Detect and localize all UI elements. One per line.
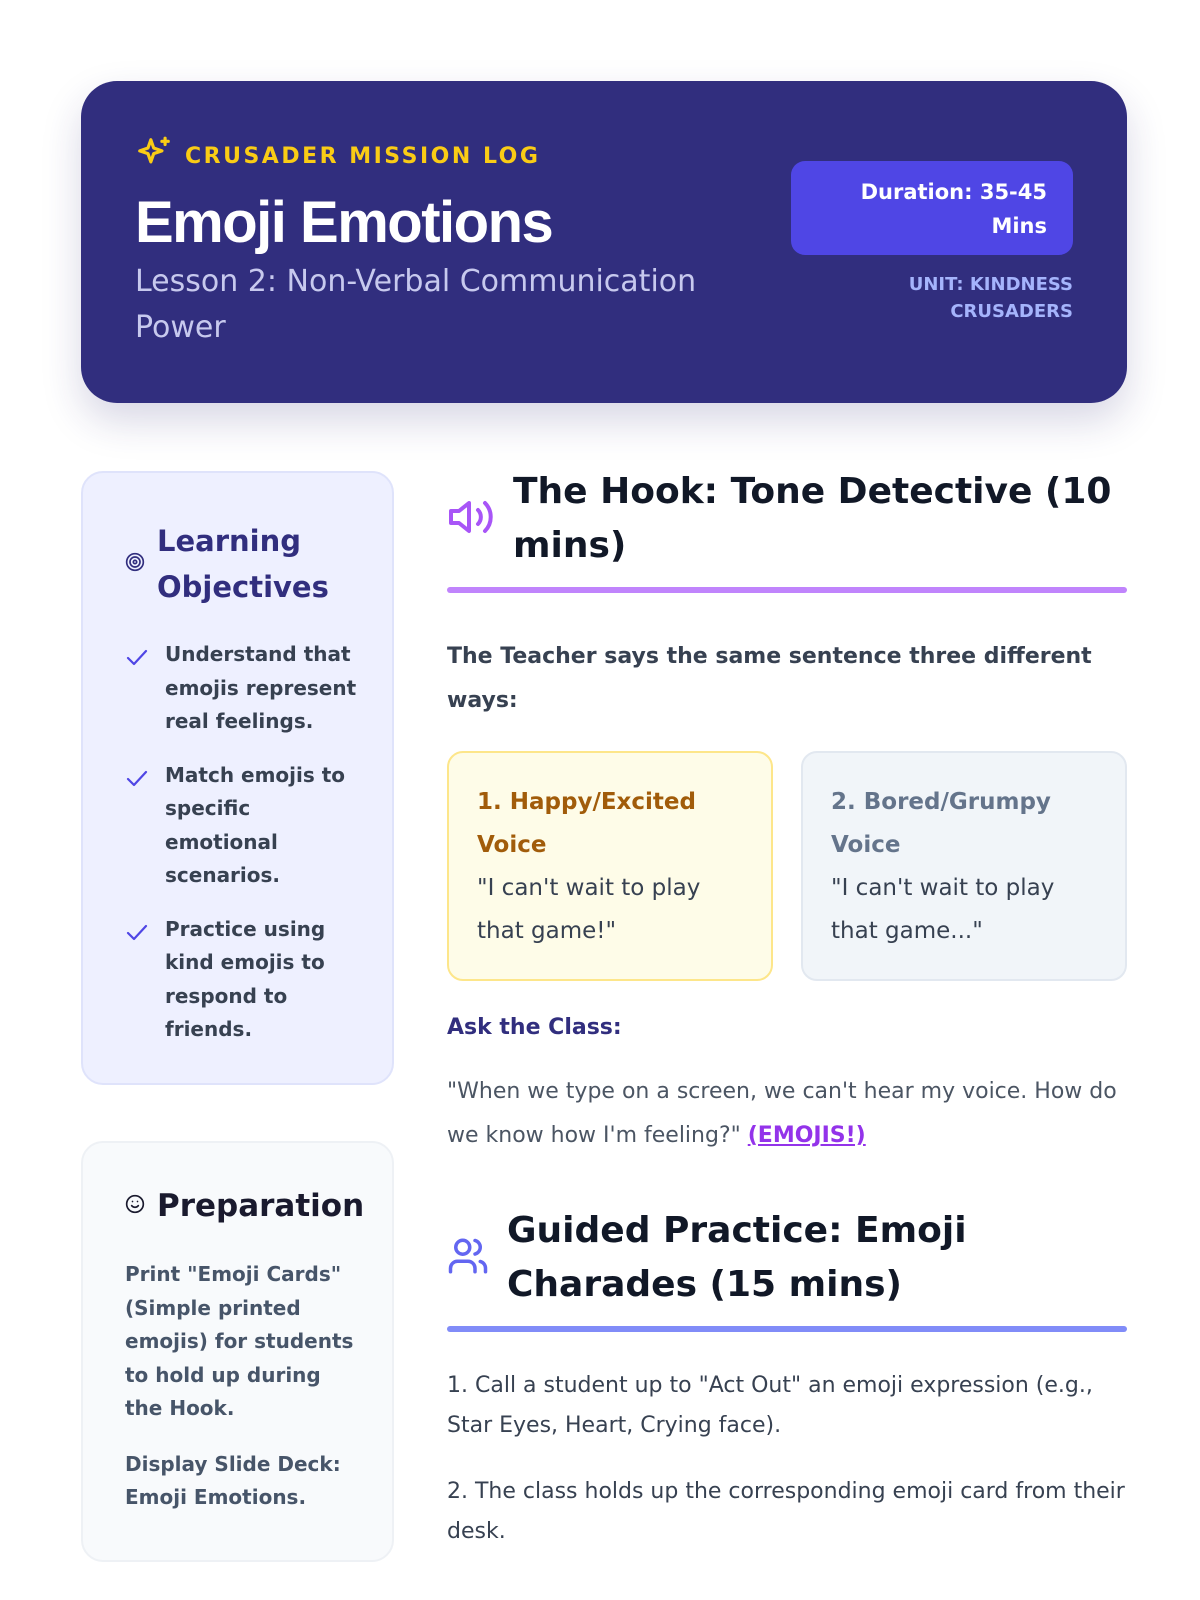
duration-badge: Duration: 35-45 Mins [791, 161, 1073, 255]
main-content [447, 465, 1127, 1552]
users-icon [447, 1235, 489, 1282]
preparation-body [125, 1258, 355, 1515]
voice-quote: "I can't wait to play that game..." [831, 875, 1055, 944]
voice-cards [447, 751, 1127, 981]
voice-label: 1. Happy/Excited Voice [477, 789, 696, 858]
page-title: Emoji Emotions [135, 190, 553, 255]
speaker-icon [447, 493, 495, 546]
guided-heading [447, 1204, 1127, 1326]
preparation-card [81, 1141, 394, 1562]
list-item [125, 913, 360, 1047]
preparation-heading [125, 1188, 364, 1224]
target-icon [125, 552, 145, 577]
hook-heading [447, 465, 1127, 587]
ask-question-text: "When we type on a screen, we can't hear my voice. How do we know how I'm feeling?" [447, 1079, 1117, 1148]
sparkles-icon [135, 135, 173, 178]
check-icon [125, 923, 151, 1047]
ask-label: Ask the Class: [447, 1015, 622, 1040]
voice-label: 2. Bored/Grumpy Voice [831, 789, 1051, 858]
preparation-text: Display Slide Deck: Emoji Emotions. [125, 1451, 341, 1509]
guided-practice-section [447, 1204, 1127, 1552]
ask-answer: (EMOJIS!) [747, 1123, 866, 1148]
objectives-title: Learning Objectives [157, 524, 329, 604]
hook-title: The Hook: Tone Detective (10 mins) [513, 471, 1112, 566]
bored-voice-card [801, 751, 1127, 981]
learning-objectives-card [81, 471, 394, 1085]
unit-label: UNIT: KINDNESS CRUSADERS [908, 274, 1073, 322]
guided-title: Guided Practice: Emoji Charades (15 mins) [507, 1210, 967, 1305]
preparation-title: Preparation [157, 1188, 365, 1224]
hook-divider [447, 587, 1127, 593]
hook-section [447, 465, 1127, 1158]
objectives-heading [125, 518, 347, 610]
smile-icon [125, 1194, 145, 1219]
guided-divider [447, 1326, 1127, 1332]
lesson-header [81, 81, 1127, 403]
happy-voice-card [447, 751, 773, 981]
lesson-subtitle: Lesson 2: Non-Verbal Communication Power [135, 264, 697, 345]
objective-text: Match emojis to specific emotional scenarios. [165, 762, 346, 887]
objective-text: Understand that emojis represent real feelings. [165, 642, 357, 733]
check-icon [125, 769, 151, 893]
step-text: 1. Call a student up to "Act Out" an emoji expression (e.g., Star Eyes, Heart, Crying face). [447, 1373, 1093, 1438]
step-text: 2. The class holds up the corresponding emoji card from their desk. [447, 1479, 1125, 1544]
preparation-text: Print "Emoji Cards" (Simple printed emojis) for students to hold up during the Hook. [125, 1262, 354, 1420]
voice-quote: "I can't wait to play that game!" [477, 875, 701, 944]
guided-steps [447, 1366, 1127, 1552]
hook-lead: The Teacher says the same sentence three different ways: [447, 644, 1092, 713]
list-item [125, 759, 360, 893]
ask-question [447, 1070, 1127, 1158]
eyebrow-label: CRUSADER MISSION LOG [185, 144, 541, 169]
objective-text: Practice using kind emojis to respond to friends. [165, 916, 326, 1041]
objectives-list [125, 638, 360, 1067]
check-icon [125, 648, 151, 739]
eyebrow [135, 135, 540, 178]
list-item [125, 638, 360, 739]
